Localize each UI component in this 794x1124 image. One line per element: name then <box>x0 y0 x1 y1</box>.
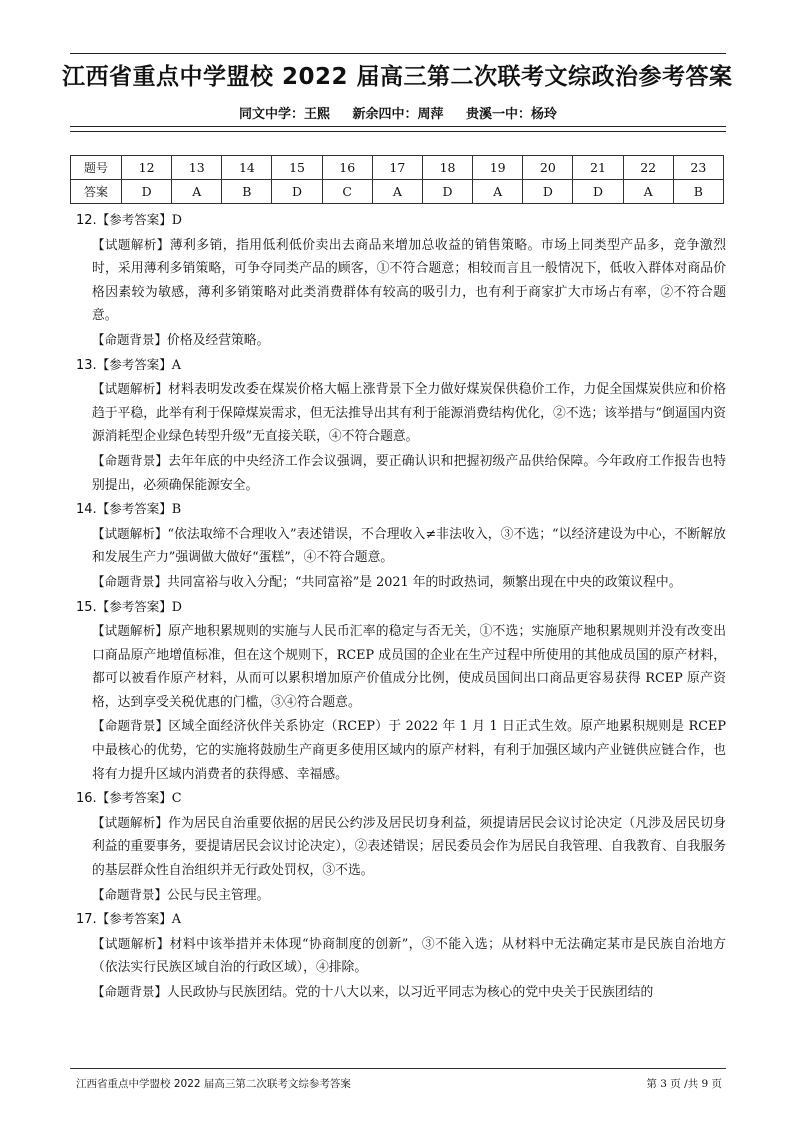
question-number: 12. <box>76 213 97 228</box>
analysis-text: 材料中该举措并未体现“协商制度的创新”，③不能入选；从材料中无法确定某市是民族自治地方（依法实行民族区域自治的行政区域），④排除。 <box>92 936 726 976</box>
table-cell: 23 <box>673 156 723 180</box>
background-text: 价格及经营策略。 <box>167 332 270 348</box>
header-double-rule-top <box>70 126 726 127</box>
analysis-tag: 【试题解析】 <box>92 236 170 252</box>
footer-rule <box>70 1068 726 1069</box>
footer-title: 江西省重点中学盟校 2022 届高三第二次联考文综参考答案 <box>76 1078 351 1090</box>
question-block <box>76 353 726 498</box>
table-cell: 12 <box>122 156 172 180</box>
answer-value: C <box>171 791 182 807</box>
table-cell: 22 <box>623 156 673 180</box>
page-number: 第 3 页 /共 9 页 <box>646 1078 722 1090</box>
answer-line <box>76 786 726 811</box>
analysis-tag: 【试题解析】 <box>92 814 169 830</box>
question-number: 15. <box>76 599 97 615</box>
table-cell: 18 <box>422 156 472 180</box>
question-block <box>76 497 726 594</box>
question-block <box>76 595 726 787</box>
background-paragraph <box>76 883 726 908</box>
table-cell: D <box>272 180 322 204</box>
answer-value: A <box>171 912 181 928</box>
table-cell: A <box>473 180 523 204</box>
answer-explanations <box>76 208 726 1005</box>
background-tag: 【命题背景】 <box>92 984 168 999</box>
background-tag: 【命题背景】 <box>92 331 168 347</box>
background-tag: 【命题背景】 <box>92 886 168 902</box>
answer-line <box>76 595 726 620</box>
analysis-text: 作为居民自治重要依据的居民公约涉及居民切身利益，须提请居民会议讨论决定（凡涉及居民切身利益的重要事务，要提请居民会议讨论决定），②表述错误；居民委员会作为居民自我管理、自我教育、自我服务的基层群众性自治组织并无行政处罚权，③不选。 <box>92 815 726 879</box>
answer-key-table <box>70 155 724 204</box>
answer-tag: 【参考答案】 <box>96 501 172 517</box>
table-cell: 13 <box>172 156 222 180</box>
analysis-tag: 【试题解析】 <box>92 525 168 541</box>
answer-value: D <box>171 599 182 615</box>
background-text: 共同富裕与收入分配；“共同富裕”是 2021 年的时政热词，频繁出现在中央的政策议程中。 <box>167 574 682 590</box>
table-cell: D <box>523 180 573 204</box>
answer-tag: 【参考答案】 <box>96 790 172 806</box>
background-paragraph <box>76 980 726 1005</box>
background-paragraph <box>76 714 726 786</box>
background-text: 去年年底的中央经济工作会议强调，要正确认识和把握初级产品供给保障。今年政府工作报告也特别提出，必须确保能源安全。 <box>92 453 726 493</box>
analysis-text: 薄利多销，指用低利低价卖出去商品来增加总收益的销售策略。市场上同类型产品多，竞争激烈时，采用薄利多销策略，可争夺同类产品的顾客，①不符合题意；相较而言且一般情况下，低收入群体对商品价格因素较为敏感，薄利多销策略对此类消费群体有较高的吸引力，也有利于商家扩大市场占有率，②不符合题意。 <box>92 237 726 324</box>
table-row-numbers <box>71 156 724 180</box>
answer-line <box>76 353 726 378</box>
background-text: 人民政协与民族团结。党的十八大以来，以习近平同志为核心的党中央关于民族团结的 <box>167 985 654 1000</box>
background-text: 公民与民主管理。 <box>167 887 270 903</box>
background-text: 区域全面经济伙伴关系协定（RCEP）于 2022 年 1 月 1 日正式生效。原产地累积规则是 RCEP 中最核心的优势，它的实施将鼓励生产商更多使用区域内的原产材料，有利于加强区域内产业链供应链合作，也将有力提升区域内消费者的获得感、幸福感。 <box>92 719 726 782</box>
table-cell: A <box>623 180 673 204</box>
table-cell: 14 <box>222 156 272 180</box>
answer-value: D <box>171 213 182 228</box>
background-paragraph <box>76 449 726 497</box>
table-cell: 19 <box>473 156 523 180</box>
analysis-paragraph <box>76 932 726 980</box>
header-double-rule-bottom <box>70 131 726 132</box>
row-label: 题号 <box>71 156 122 180</box>
background-paragraph <box>76 328 726 353</box>
answer-line <box>76 208 726 233</box>
analysis-paragraph <box>76 233 726 328</box>
answer-tag: 【参考答案】 <box>96 911 172 927</box>
analysis-paragraph <box>76 522 726 570</box>
question-block <box>76 208 726 353</box>
answer-tag: 【参考答案】 <box>96 212 172 227</box>
question-number: 13. <box>76 357 97 373</box>
background-tag: 【命题背景】 <box>92 452 169 468</box>
table-cell: C <box>322 180 372 204</box>
author-item: 贵溪一中：杨玲 <box>466 107 558 122</box>
table-row-answers <box>71 180 724 204</box>
table-cell: 20 <box>523 156 573 180</box>
answer-line <box>76 497 726 522</box>
table-cell: B <box>673 180 723 204</box>
question-block <box>76 786 726 907</box>
analysis-text: 原产地积累规则的实施与人民币汇率的稳定与否无关，①不选；实施原产地积累规则并没有改变出口商品原产地增值标准，但在这个规则下，RCEP 成员国的企业在生产过程中所使用的其他成员国的原产材料，都可以被看作原产材料，从而可以累积增加原产价值成分比例，使成员国间出口商品更容易获得 RCEP 原产资格，达到享受关税优惠的门槛，③④符合题意。 <box>92 624 726 710</box>
table-cell: 15 <box>272 156 322 180</box>
table-cell: A <box>372 180 422 204</box>
row-label: 答案 <box>71 180 122 204</box>
answer-tag: 【参考答案】 <box>96 356 172 372</box>
analysis-tag: 【试题解析】 <box>92 381 169 397</box>
page-title: 江西省重点中学盟校 2022 届高三第二次联考文综政治参考答案 <box>62 64 733 90</box>
author-item: 同文中学：王熙 <box>238 107 330 122</box>
background-tag: 【命题背景】 <box>92 718 169 734</box>
analysis-text: “依法取缔不合理收入”表述错误，不合理收入≠非法收入，③不选；“以经济建设为中心，不断解放和发展生产力”强调做大做好“蛋糕”，④不符合题意。 <box>92 526 726 566</box>
table-cell: A <box>172 180 222 204</box>
table-cell: D <box>573 180 623 204</box>
table-cell: 17 <box>372 156 422 180</box>
question-block <box>76 907 726 1004</box>
analysis-paragraph <box>76 377 726 449</box>
analysis-paragraph <box>76 619 726 714</box>
analysis-tag: 【试题解析】 <box>92 935 170 951</box>
answer-value: A <box>171 357 181 373</box>
table-cell: 21 <box>573 156 623 180</box>
answer-line <box>76 907 726 932</box>
question-number: 16. <box>76 791 97 807</box>
background-tag: 【命题背景】 <box>92 573 168 589</box>
table-cell: 16 <box>322 156 372 180</box>
analysis-paragraph <box>76 811 726 883</box>
author-line <box>70 103 726 122</box>
table-cell: D <box>122 180 172 204</box>
analysis-tag: 【试题解析】 <box>92 623 169 639</box>
question-number: 17. <box>76 912 97 928</box>
question-number: 14. <box>76 502 97 518</box>
analysis-text: 材料表明发改委在煤炭价格大幅上涨背景下全力做好煤炭保供稳价工作，力促全国煤炭供应和价格趋于平稳，此举有利于保障煤炭需求，但无法推导出其有利于能源消费结构优化，②不选；该举措与“倒逼国内资源消耗型企业绿色转型升级”无直接关联，④不符合题意。 <box>92 382 726 445</box>
author-item: 新余四中：周萍 <box>352 107 444 122</box>
background-paragraph <box>76 570 726 595</box>
table-cell: B <box>222 180 272 204</box>
header-top-rule <box>70 53 726 54</box>
answer-value: B <box>171 502 182 518</box>
answer-tag: 【参考答案】 <box>96 598 172 614</box>
table-cell: D <box>422 180 472 204</box>
